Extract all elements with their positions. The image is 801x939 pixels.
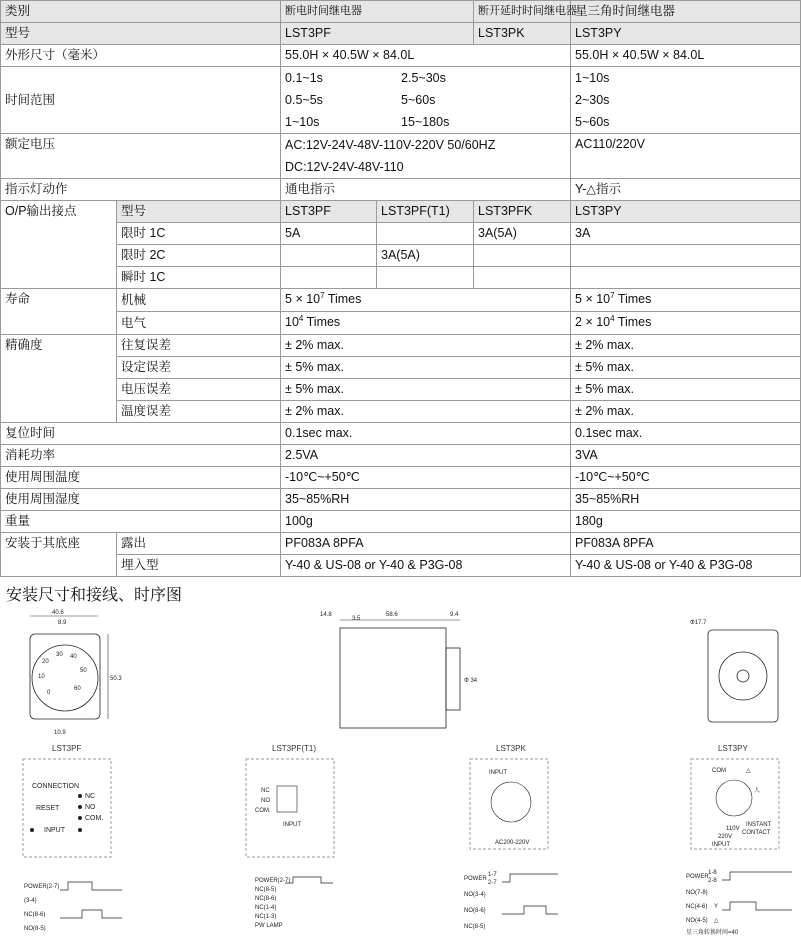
weight-v1: 100g [281,511,571,533]
power-label: 消耗功率 [1,445,281,467]
output-r2-py [571,245,801,267]
t2-l5: NC(1-3) [255,914,277,920]
header-off-delay: 断电时间继电器 [281,1,474,23]
indicator-value: 通电指示 [281,179,571,201]
timing-chart-2 [255,874,335,938]
d2-com: COM. [255,808,271,814]
t2-power: POWER(2-7) [255,878,291,884]
dim-side-d: 9.4 [450,612,459,618]
acc-v2-1: ± 5% max. [571,357,801,379]
size-value-py: 55.0H × 40.5W × 84.0L [571,45,801,67]
output-r2-label: 限时 2C [117,245,281,267]
connection-diagram-3 [469,758,549,850]
d2-no: NO [261,798,270,804]
model-label-2: LST3PF(T1) [272,744,317,753]
d4-v220: 220V [718,834,733,840]
socket-em-v2: Y-40 & US-08 or Y-40 & P3G-08 [571,555,801,577]
side-body [340,628,446,728]
d4-contact: CONTACT [742,830,771,836]
life-mech-v2 [571,289,801,312]
dial-40: 40 [70,654,77,660]
life-elec: 电气 [117,312,281,335]
t3-l4: NC(8-5) [464,924,486,930]
side-view-drawing [310,606,480,736]
d4-v110: 110V [726,826,740,832]
t1-power: POWER(2-7) [24,884,60,890]
timing-chart-4 [686,866,796,938]
connection-diagram-2 [245,758,335,858]
time-c2: 5~60s [575,115,610,129]
life-mech-v1 [281,289,571,312]
acc-v1-3: ± 2% max. [281,401,571,423]
d1-nc: NC [85,793,96,800]
weight-v2: 180g [571,511,801,533]
dim-side-c: 58.6 [386,612,398,618]
time-b2: 15~180s [401,115,450,129]
dim-front-w: 40.6 [52,610,64,616]
voltage-py: AC110/220V [571,134,801,179]
life-elec-row [1,312,801,335]
socket-embedded: 埋入型 [117,555,281,577]
time-a1: 0.5~5s [285,93,323,107]
d4-delta: △ [746,768,751,774]
dim-side-a: 14.8 [320,612,332,618]
life-mech-v1-unit: Times [324,292,362,306]
acc-v2-0: ± 2% max. [571,335,801,357]
output-r2-pf [281,245,377,267]
acc-v1-1: ± 5% max. [281,357,571,379]
dial-20: 20 [42,659,49,665]
life-elec-v2-unit: Times [614,315,652,329]
size-row [1,45,801,67]
life-label: 寿命 [1,289,117,335]
humidity-label: 使用周围湿度 [1,489,281,511]
d1-no: NO [85,804,96,811]
reset-label: 复位时间 [1,423,281,445]
life-mech: 机械 [117,289,281,312]
dial-50: 50 [80,668,87,674]
t2-l4: NC(1-4) [255,905,277,911]
time-range-label: 时间范围 [1,67,281,134]
acc-row-3 [1,401,801,423]
time-c0: 1~10s [575,71,610,85]
section-title: 安装尺寸和接线、时序图 [6,587,183,604]
dim-front-h: 50.3 [110,676,122,682]
reset-v1: 0.1sec max. [281,423,571,445]
header-star-delta: 星三角时间继电器 [571,1,801,23]
life-mech-v2-base: 5 × 10 [575,292,611,306]
model-label-3: LST3PK [496,744,526,753]
acc-name-1: 设定误差 [117,357,281,379]
accuracy-label: 精确度 [1,335,117,423]
temp-row [1,467,801,489]
t3-p1: 1-7 [488,872,497,878]
t4-power: POWER [686,874,709,880]
acc-name-0: 往复误差 [117,335,281,357]
dial-0: 0 [47,690,51,696]
life-elec-v1-unit: Times [303,315,341,329]
dial-30: 30 [56,652,63,658]
dial-60: 60 [74,686,81,692]
temp-label: 使用周围温度 [1,467,281,489]
back-body [708,630,778,722]
t1-l4: NO(8-5) [24,926,46,932]
model-label: 型号 [1,23,281,45]
d3-ac: AC200-220V [495,840,530,846]
output-r3-py [571,267,801,289]
acc-name-2: 电压误差 [117,379,281,401]
t4-p2: 2-8 [708,878,717,884]
header-row [1,1,801,23]
t2-l3: NC(8-6) [255,896,277,902]
acc-row-0 [1,335,801,357]
dim-back-dia: Φ17.7 [690,620,707,626]
size-label: 外形尺寸（毫米） [1,45,281,67]
connection-diagram-1 [22,758,112,858]
t4-l3s: Y [714,904,719,910]
back-view-drawing [690,614,790,732]
acc-v2-2: ± 5% max. [571,379,801,401]
t3-p2: 2-7 [488,880,497,886]
output-r3-pf [281,267,377,289]
temp-v1: -10℃~+50℃ [281,467,571,489]
voltage-label: 额定电压 [1,134,281,179]
t1-l2: (3-4) [24,898,37,904]
output-r2 [1,245,801,267]
d1-input: INPUT [44,827,65,834]
dial-10: 10 [38,674,45,680]
d4-input: INPUT [712,842,730,848]
t4-p1: 1-8 [708,870,717,876]
t3-power: POWER [464,876,487,882]
model-pf: LST3PF [281,23,474,45]
model-label-1: LST3PF [52,744,82,753]
indicator-py: Y-△指示 [571,179,801,201]
humidity-v2: 35~85%RH [571,489,801,511]
life-elec-v1-exp: 4 [298,314,304,323]
life-elec-v1-base: 10 [285,315,299,329]
life-elec-v2-exp: 4 [610,314,615,323]
output-r1-label: 限时 1C [117,223,281,245]
life-mech-v2-exp: 7 [610,291,615,300]
acc-name-3: 温度误差 [117,401,281,423]
indicator-row [1,179,801,201]
d2-input: INPUT [283,822,301,828]
t4-note: 星三角转换时间=40 [686,930,739,936]
t4-l4s: △ [714,918,719,924]
output-r3-t1 [377,267,474,289]
time-range-py [571,67,801,134]
time-b1: 5~60s [401,93,436,107]
d4-y: 人 [754,788,761,794]
output-m1: LST3PF [281,201,377,223]
front-view-drawing [10,606,120,738]
reset-v2: 0.1sec max. [571,423,801,445]
weight-label: 重量 [1,511,281,533]
life-elec-v1 [281,312,571,335]
t2-l6: PW LAMP [255,923,283,929]
d4-com: COM [712,768,726,774]
life-mech-v1-exp: 7 [320,291,325,300]
time-range-row [1,67,801,134]
acc-v1-0: ± 2% max. [281,335,571,357]
dim-front-w2: 8.9 [58,620,67,626]
timing-chart-1 [22,876,132,938]
output-r3-label: 瞬时 1C [117,267,281,289]
output-r3-k [474,267,571,289]
temp-v2: -10℃~+50℃ [571,467,801,489]
t3-l2: NO(3-4) [464,892,486,898]
acc-v1-2: ± 5% max. [281,379,571,401]
power-v2: 3VA [571,445,801,467]
d1-com: COM. [85,815,104,822]
voltage-values [281,134,571,179]
voltage-dc: DC:12V-24V-48V-110 [285,160,404,174]
d2-nc: NC [261,788,270,794]
t1-l3: NC(8-6) [24,912,46,918]
indicator-label: 指示灯动作 [1,179,281,201]
weight-row [1,511,801,533]
voltage-row [1,134,801,179]
d1-reset: RESET [36,805,60,812]
reset-row [1,423,801,445]
d1-title: CONNECTION [32,783,80,790]
socket-exposed: 露出 [117,533,281,555]
dim-side-dia: Φ 34 [464,678,478,684]
socket-row-2 [1,555,801,577]
socket-label: 安装于其底座 [1,533,117,577]
life-mech-row [1,289,801,312]
humidity-v1: 35~85%RH [281,489,571,511]
life-elec-v2-base: 2 × 10 [575,315,611,329]
life-mech-v2-unit: Times [614,292,652,306]
life-elec-v2 [571,312,801,335]
output-r2-k [474,245,571,267]
socket-ex-v1: PF083A 8PFA [281,533,571,555]
output-m3: LST3PFK [474,201,571,223]
model-label-4: LST3PY [718,744,748,753]
model-row [1,23,801,45]
life-mech-v1-base: 5 × 10 [285,292,321,306]
t4-l3: NC(4-6) [686,904,708,910]
socket-em-v1: Y-40 & US-08 or Y-40 & P3G-08 [281,555,571,577]
power-row [1,445,801,467]
time-a0: 0.1~1s [285,71,323,85]
time-range-values [281,67,571,134]
output-r1-py: 3A [571,223,801,245]
dim-front-b: 10.9 [54,730,66,736]
t2-l2: NC(8-5) [255,887,277,893]
output-m2: LST3PF(T1) [377,201,474,223]
acc-v2-3: ± 2% max. [571,401,801,423]
dim-side-b: 3.5 [352,616,361,622]
output-label: O/P输出接点 [1,201,117,289]
model-pk: LST3PK [474,23,571,45]
output-m4: LST3PY [571,201,801,223]
output-sub: 型号 [117,201,281,223]
socket-row-1 [1,533,801,555]
output-r1 [1,223,801,245]
time-a2: 1~10s [285,115,320,129]
d4-instant: INSTANT [746,822,772,828]
socket-ex-v2: PF083A 8PFA [571,533,801,555]
output-r1-pf: 5A [281,223,377,245]
time-c1: 2~30s [575,93,610,107]
acc-row-2 [1,379,801,401]
t4-l4: NO(4-5) [686,918,708,924]
model-py: LST3PY [571,23,801,45]
acc-row-1 [1,357,801,379]
time-b0: 2.5~30s [401,71,446,85]
size-value: 55.0H × 40.5W × 84.0L [281,45,571,67]
output-r3 [1,267,801,289]
connection-diagram-4 [690,758,780,850]
t4-l2: NO(7-8) [686,890,708,896]
output-r2-t1: 3A(5A) [377,245,474,267]
header-open-delay: 断开延时时间继电器 [474,1,571,23]
header-category: 类别 [1,1,281,23]
timing-chart-3 [462,868,562,938]
output-r1-t1 [377,223,474,245]
t3-l3: NO(8-6) [464,908,486,914]
humidity-row [1,489,801,511]
d3-input: INPUT [489,770,507,776]
output-header-row [1,201,801,223]
voltage-ac: AC:12V-24V-48V-110V-220V 50/60HZ [285,138,496,152]
power-v1: 2.5VA [281,445,571,467]
output-r1-k: 3A(5A) [474,223,571,245]
